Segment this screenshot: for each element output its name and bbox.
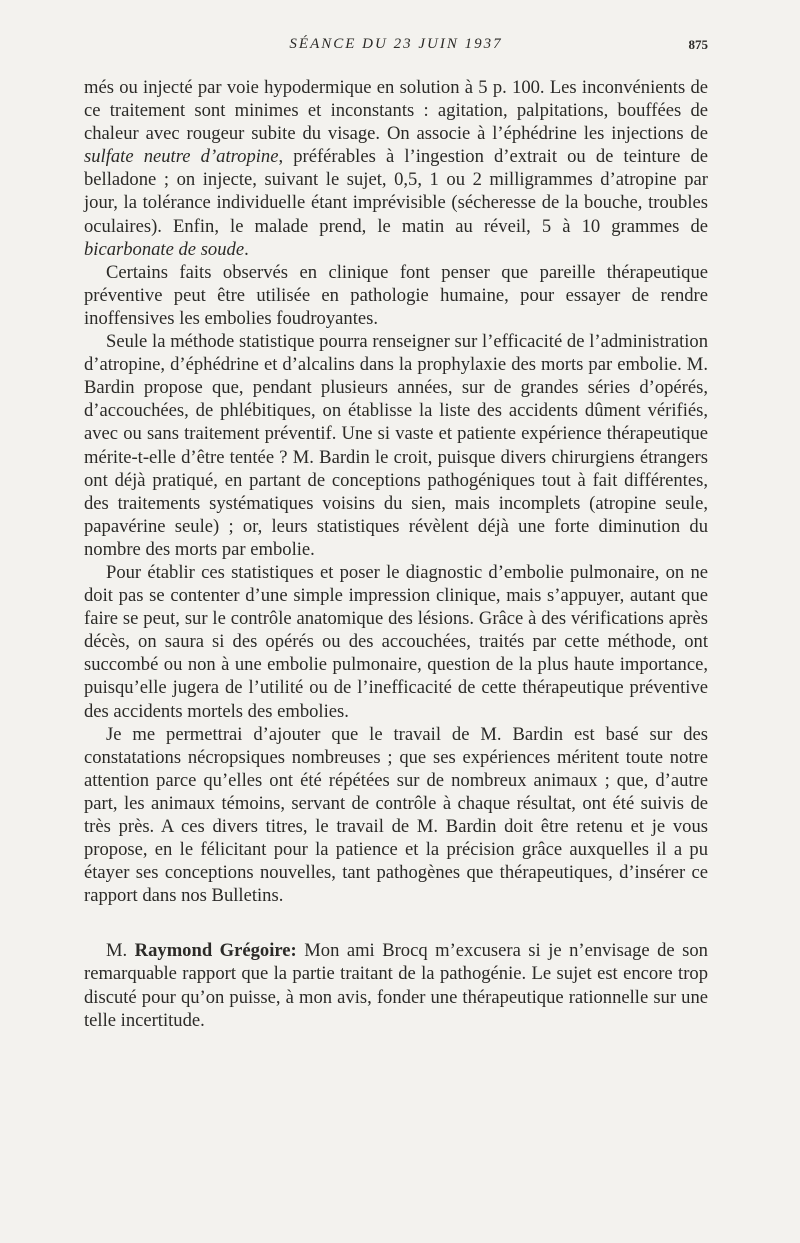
- paragraph-3: [84, 330, 708, 561]
- text-run: Seule la méthode statistique pourra renseigner sur l’efficacité de l’administration d’atropine, d’éphédrine et d’alcalins dans la prophylaxie des morts par embolie. M. Bardin propose que, pendant plusieurs années, sur de grandes séries d’opérés, d’accouchées, de phlébitiques, on établisse la liste des accidents dûment vérifiés, avec ou sans traitement préventif. Une si vaste et patiente expérience thérapeutique mérite-t-elle d’être tentée ? M. Bardin le croit, puisque divers chirurgiens étrangers ont déjà pratiqué, en partant de conceptions pathogéniques tout à fait différentes, des traitements systématiques voisins du sien, mais incomplets (atropine seule, papavérine seule) ; or, leurs statistiques révèlent déjà une forte diminution du nombre des morts par embolie.: [84, 331, 708, 560]
- discussion-paragraph: [84, 939, 708, 1031]
- text-run-italic: bicarbonate de soude: [84, 238, 245, 260]
- text-run: més ou injecté par voie hypodermique en solution à 5 p. 100. Les inconvénients de ce traitement sont minimes et inconstants : agitation, palpitations, bouffées de chaleur avec rougeur subite du visage. On associe à l’éphédrine les injections de: [84, 77, 708, 145]
- paragraph-2: [84, 261, 708, 330]
- discussion-text: Mon ami Brocq m’excusera si je n’envisage de son remarquable rapport que la partie traitant de la pathogénie. Le sujet est encore trop discuté pour qu’on puisse, à mon avis, fonder une thérapeutique rationnelle sur une telle incertitude.: [84, 940, 708, 1031]
- paragraph-5: [84, 723, 708, 908]
- text-run-italic: sulfate neutre d’atropine: [84, 146, 279, 168]
- paragraph-1: [84, 76, 708, 261]
- header-title: SÉANCE DU 23 JUIN 1937: [289, 36, 503, 52]
- running-header: [84, 36, 708, 58]
- speaker-name: Raymond Grégoire: [134, 940, 291, 962]
- text-run: Certains faits observés en clinique font penser que pareille thérapeutique préventive peut être utilisée en pathologie humaine, pour essayer de rendre inoffensives les embolies foudroyantes.: [84, 261, 708, 329]
- body-text: [84, 76, 708, 1032]
- speaker-prefix: M.: [106, 940, 135, 962]
- text-run: Pour établir ces statistiques et poser le diagnostic d’embolie pulmonaire, on ne doit pas se contenter d’une simple impression clinique, mais s’appuyer, autant que faire se peut, sur le contrôle anatomique des lésions. Grâce à des vérifications après décès, on saura si des opérés ou des accouchées, traités par cette méthode, ont succombé ou non à une embolie pulmonaire, question de la plus haute importance, puisqu’elle jugera de l’utilité ou de l’inefficacité de cette thérapeutique préventive des accidents mortels des embolies.: [84, 561, 708, 722]
- page-number: 875: [688, 37, 708, 52]
- paragraph-4: [84, 561, 708, 723]
- text-run: .: [244, 238, 249, 260]
- text-run: Je me permettrai d’ajouter que le travail de M. Bardin est basé sur des constatations nécropsiques nombreuses ; que ses expériences méritent toute notre attention parce qu’elles ont été répétées sur de nombreux animaux ; que, d’autre part, les animaux témoins, servant de contrôle à chaque résultat, ont été suivis de très près. A ces divers titres, le travail de M. Bardin doit être retenu et je vous propose, en le félicitant pour la patience et la précision grâce auxquelles il a pu étayer ses conceptions nouvelles, tant pathogènes que thérapeutiques, d’insérer ce rapport dans nos Bulletins.: [84, 723, 708, 907]
- text-run: , préférables à l’ingestion d’extrait ou de teinture de belladone ; on injecte, suivant le sujet, 0,5, 1 ou 2 milligrammes d’atropine par jour, la tolérance individuelle étant imprévisible (sécheresse de la bouche, troubles oculaires). Enfin, le malade prend, le matin au réveil, 5 à 10 grammes de: [84, 146, 708, 237]
- speaker-separator: :: [290, 940, 305, 962]
